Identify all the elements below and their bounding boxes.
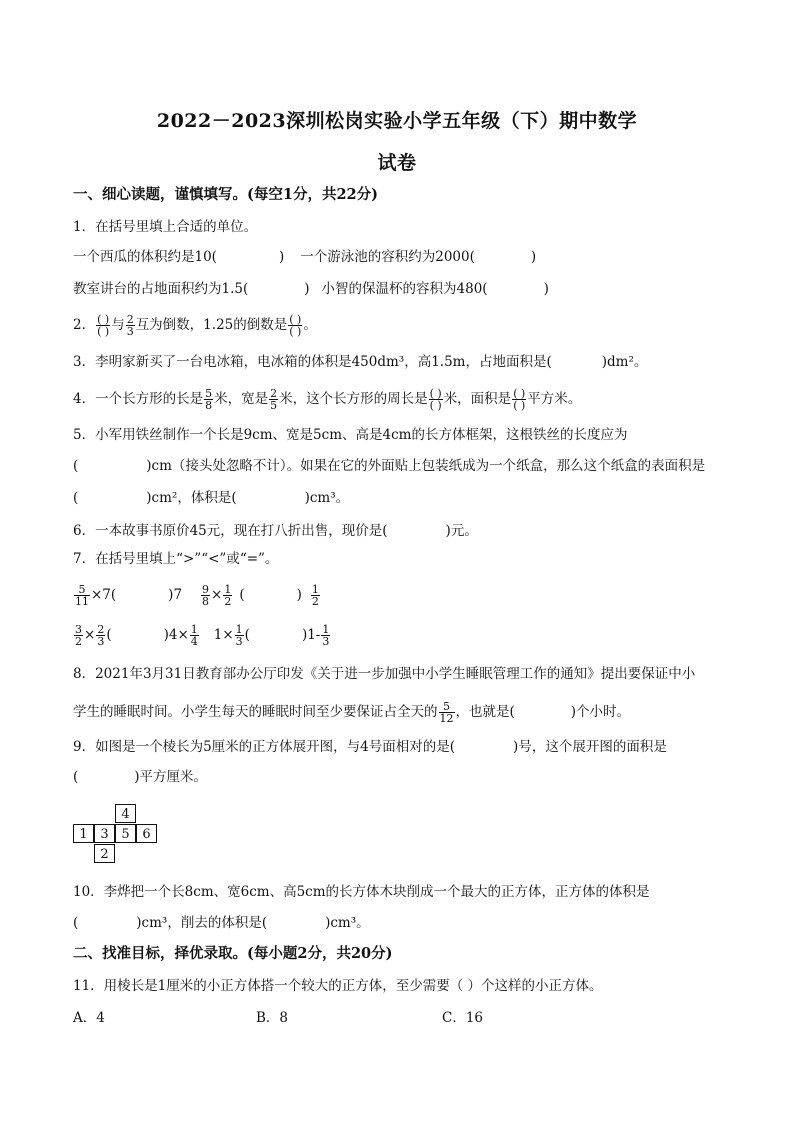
- q2-fraction-2-3: $\frac{2}{3}$: [126, 313, 134, 338]
- q4-t2: 米，宽是: [214, 391, 269, 407]
- q3: [73, 352, 647, 372]
- q1-d-end: ): [543, 281, 549, 297]
- section2-heading: 二、找准目标，择优录取。(每小题2分，共20分): [73, 945, 393, 962]
- q2-blank-fraction[interactable]: $\frac{( )}{( )}$: [97, 313, 110, 338]
- q10-line2: ( )cm³，削去的体积是( )cm³。: [73, 915, 370, 931]
- q10-line1: 10．李烨把一个长8cm、宽6cm、高5cm的长方体木块削成一个最大的正方体，正方体的体积是: [73, 884, 650, 900]
- q2-t3: 。: [303, 317, 317, 333]
- section1-heading: 一、细心读题，谨慎填写。(每空1分，共22分): [73, 186, 378, 203]
- exam-title-line1: 2022－2023深圳松岗实验小学五年级（下）期中数学: [156, 110, 638, 132]
- q6: 6．一本故事书原价45元，现在打八折出售，现价是( )元。: [73, 523, 478, 539]
- q4: [73, 388, 581, 411]
- q2-num: 2．: [73, 317, 96, 333]
- q1-prompt: 1．在括号里填上合适的单位。: [73, 219, 258, 235]
- q1-d: 小智的保温杯的容积为480(: [321, 281, 488, 297]
- q2-blank-fraction-2[interactable]: $\frac{( )}{( )}$: [289, 313, 302, 338]
- q8-frac-5-12: $\frac{5}{12}$: [439, 700, 454, 725]
- q7-frac-1-3: $\frac{1}{3}$: [235, 623, 243, 648]
- q2-t1: 与: [111, 317, 125, 333]
- q1-b-end: ): [530, 249, 537, 265]
- cube-net-diagram: [73, 804, 213, 864]
- net-face-3: 3: [94, 824, 115, 843]
- q1-row2: [73, 279, 549, 299]
- q4-t5: 平方米。: [527, 391, 582, 407]
- q7-frac-1-2: $\frac{1}{2}$: [224, 583, 232, 608]
- q7-frac-1-2-right: $\frac{1}{2}$: [311, 583, 319, 608]
- net-face-6: 6: [136, 824, 157, 843]
- q4-width-fraction: $\frac{2}{5}$: [270, 387, 278, 412]
- q4-perimeter-blank[interactable]: $\frac{( )}{( )}$: [429, 387, 442, 412]
- q3-text: 3．李明家新买了一台电冰箱，电冰箱的体积是450dm³，高1.5m，占地面积是(: [73, 354, 552, 370]
- net-face-4: 4: [115, 804, 136, 823]
- q4-t4: 米，面积是: [443, 391, 512, 407]
- q7-frac-2-3: $\frac{2}{3}$: [97, 623, 105, 648]
- net-face-2: 2: [94, 844, 115, 863]
- q7-row2: $\frac{3}{2}$ × $\frac{2}{3}$ ( )4× $\frac{1}{4}$ 1× $\frac{1}{3}$ ( )1- $\frac{1}{3}$: [75, 623, 330, 648]
- q2-t2: 互为倒数，1.25的倒数是: [135, 317, 288, 333]
- q4-length-fraction: $\frac{5}{8}$: [205, 387, 213, 412]
- q9-line1: 9．如图是一个棱长为5厘米的正方体展开图，与4号面相对的是( )号，这个展开图的面积是: [73, 739, 667, 755]
- q9-line2: ( )平方厘米。: [73, 769, 208, 785]
- q11-options: [73, 1008, 483, 1028]
- net-face-1: 1: [73, 824, 94, 843]
- exam-title-line2: 试卷: [377, 152, 417, 174]
- q5-line2: ( )cm（接头处忽略不计）。如果在它的外面贴上包装纸成为一个纸盒，那么这个纸盒的表面积是: [73, 458, 706, 474]
- q7-frac-5-11: $\frac{5}{11}$: [75, 583, 89, 608]
- q8-line1: 8．2021年3月31日教育部办公厅印发《关于进一步加强中小学生睡眠管理工作的通知》提出要保证中小: [73, 666, 696, 682]
- q7-frac-3-2: $\frac{3}{2}$: [75, 623, 82, 648]
- q11-option-a[interactable]: A．4: [73, 1010, 105, 1026]
- q5-line3: ( )cm²，体积是( )cm³。: [73, 490, 350, 506]
- q7-frac-9-8: $\frac{9}{8}$: [202, 583, 210, 608]
- q1-c: 教室讲台的占地面积约为1.5(: [73, 281, 249, 297]
- q11-option-c[interactable]: C．16: [442, 1010, 484, 1026]
- net-face-5: 5: [115, 824, 136, 843]
- q1-b: 一个游泳池的容积约为2000(: [300, 249, 475, 265]
- q4-t1: 4．一个长方形的长是: [73, 391, 204, 407]
- q7-prompt: 7．在括号里填上“>”“<”或“=”。: [73, 551, 279, 567]
- q3-end: )dm²。: [601, 354, 648, 370]
- q2: [73, 314, 317, 337]
- q1-row1: [73, 247, 536, 267]
- q8-line2: 学生的睡眠时间。小学生每天的睡眠时间至少要保证占全天的 $\frac{5}{12}$ ，也就是( )个小时。: [73, 700, 631, 725]
- q7-frac-1-3-right: $\frac{1}{3}$: [322, 623, 330, 648]
- q11-prompt: 11．用棱长是1厘米的小正方体搭一个较大的正方体，至少需要（ ）个这样的小正方体。: [73, 978, 603, 994]
- q4-t3: 米，这个长方形的周长是: [279, 391, 428, 407]
- q7-frac-1-4: $\frac{1}{4}$: [190, 623, 198, 648]
- q1-c-end: ): [304, 281, 310, 297]
- q11-option-b[interactable]: B．8: [256, 1010, 289, 1026]
- q1-a-end: ): [278, 249, 285, 265]
- q5-line1: 5．小军用铁丝制作一个长是9cm、宽是5cm、高是4cm的长方体框架，这根铁丝的长度应为: [73, 427, 628, 443]
- q1-a: 一个西瓜的体积约是10(: [73, 249, 217, 265]
- q7-row1: $\frac{5}{11}$ ×7( )7 $\frac{9}{8}$ × $\frac{1}{2}$ ( ) $\frac{1}{2}$: [75, 583, 319, 608]
- q4-area-blank[interactable]: $\frac{( )}{( )}$: [513, 387, 526, 412]
